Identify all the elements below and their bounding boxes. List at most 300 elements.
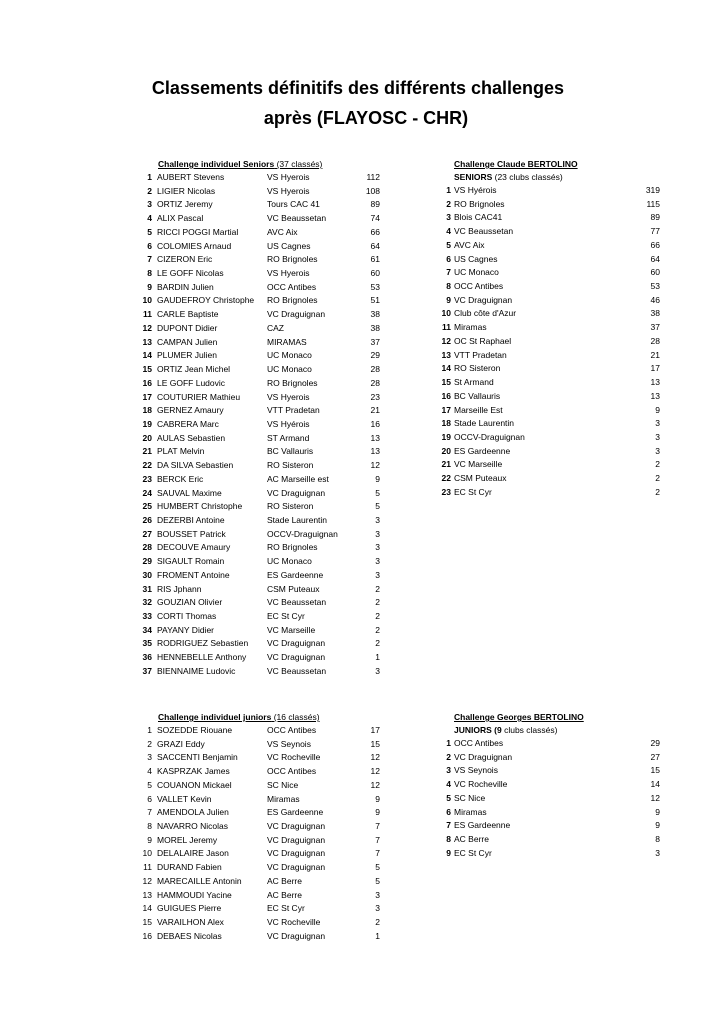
club-cell: OCC Antibes bbox=[454, 281, 504, 292]
points-cell: 13 bbox=[370, 432, 380, 443]
table-row bbox=[440, 737, 665, 751]
club-cell: VC Draguignan bbox=[267, 848, 326, 859]
table-row bbox=[130, 637, 390, 651]
rider-name-cell: MARECAILLE Antonin bbox=[157, 875, 242, 886]
rank-cell: 16 bbox=[441, 390, 451, 401]
table-row bbox=[130, 336, 390, 350]
points-cell: 3 bbox=[375, 903, 380, 914]
rank-cell: 4 bbox=[147, 766, 152, 777]
rank-cell: 8 bbox=[446, 281, 451, 292]
club-cell: ES Gardeenne bbox=[454, 820, 511, 831]
points-cell: 9 bbox=[375, 807, 380, 818]
points-cell: 15 bbox=[370, 738, 380, 749]
points-cell: 3 bbox=[375, 556, 380, 567]
club-cell: AVC Aix bbox=[454, 239, 485, 250]
rank-cell: 24 bbox=[142, 487, 152, 498]
club-cell: AVC Aix bbox=[267, 226, 298, 237]
rank-cell: 15 bbox=[142, 364, 152, 375]
rank-cell: 5 bbox=[446, 792, 451, 803]
club-cell: VC Beaussetan bbox=[454, 226, 514, 237]
points-cell: 12 bbox=[370, 779, 380, 790]
table-row bbox=[440, 458, 665, 472]
rider-name-cell: RODRIGUEZ Sebastien bbox=[157, 638, 249, 649]
points-cell: 12 bbox=[650, 792, 660, 803]
points-cell: 5 bbox=[375, 875, 380, 886]
points-cell: 115 bbox=[646, 198, 660, 209]
table-row bbox=[440, 239, 665, 253]
points-cell: 9 bbox=[375, 473, 380, 484]
rank-cell: 5 bbox=[147, 779, 152, 790]
table-row bbox=[440, 376, 665, 390]
points-cell: 66 bbox=[650, 239, 660, 250]
rider-name-cell: GAUDEFROY Christophe bbox=[157, 295, 255, 306]
club-cell: VC Draguignan bbox=[267, 309, 326, 320]
club-cell: VS Seynois bbox=[454, 765, 498, 776]
points-cell: 66 bbox=[370, 226, 380, 237]
rider-name-cell: KASPRZAK James bbox=[157, 766, 230, 777]
georges-bertolino-subheader: JUNIORS (9 clubs classés) bbox=[454, 725, 558, 735]
table-row bbox=[130, 596, 390, 610]
points-cell: 2 bbox=[375, 917, 380, 928]
rank-cell: 17 bbox=[142, 391, 152, 402]
points-cell: 5 bbox=[375, 862, 380, 873]
table-row bbox=[440, 472, 665, 486]
table-row bbox=[130, 445, 390, 459]
table-row bbox=[130, 902, 390, 916]
rider-name-cell: COUANON Mickael bbox=[157, 779, 232, 790]
table-row bbox=[440, 335, 665, 349]
table-row bbox=[130, 322, 390, 336]
rider-name-cell: CORTI Thomas bbox=[157, 611, 217, 621]
rank-cell: 22 bbox=[142, 460, 152, 471]
rank-cell: 18 bbox=[441, 418, 451, 429]
club-cell: Stade Laurentin bbox=[454, 418, 515, 429]
rank-cell: 11 bbox=[442, 322, 451, 333]
club-cell: VC Draguignan bbox=[267, 834, 326, 845]
club-cell: VC Draguignan bbox=[267, 652, 326, 663]
rider-name-cell: AULAS Sebastien bbox=[157, 432, 226, 443]
table-row bbox=[440, 225, 665, 239]
club-cell: Marseille Est bbox=[454, 404, 503, 415]
club-cell: OCC Antibes bbox=[267, 281, 317, 292]
points-cell: 7 bbox=[375, 821, 380, 832]
rank-cell: 16 bbox=[142, 377, 152, 388]
club-cell: Stade Laurentin bbox=[267, 514, 328, 525]
club-cell: RO Sisteron bbox=[267, 501, 314, 512]
club-cell: ES Gardeenne bbox=[267, 569, 324, 580]
rider-name-cell: BIENNAIME Ludovic bbox=[157, 665, 236, 676]
rank-cell: 4 bbox=[446, 779, 451, 790]
table-row bbox=[130, 751, 390, 765]
points-cell: 60 bbox=[650, 267, 660, 278]
rider-name-cell: ORTIZ Jean Michel bbox=[157, 364, 231, 375]
rider-name-cell: GERNEZ Amaury bbox=[157, 405, 224, 416]
rider-name-cell: LE GOFF Nicolas bbox=[157, 268, 224, 279]
points-cell: 38 bbox=[370, 322, 380, 333]
club-cell: VC Beaussetan bbox=[267, 213, 327, 224]
points-cell: 319 bbox=[645, 185, 660, 195]
club-cell: UC Monaco bbox=[267, 556, 312, 567]
points-cell: 60 bbox=[370, 268, 380, 279]
rank-cell: 7 bbox=[147, 807, 152, 818]
rider-name-cell: PAYANY Didier bbox=[157, 624, 215, 635]
rank-cell: 3 bbox=[446, 212, 451, 223]
table-row bbox=[130, 459, 390, 473]
rider-name-cell: BARDIN Julien bbox=[157, 281, 214, 292]
claude-bertolino-table bbox=[440, 184, 665, 500]
points-cell: 9 bbox=[655, 820, 660, 831]
club-cell: EC St Cyr bbox=[454, 486, 492, 497]
points-cell: 3 bbox=[375, 542, 380, 553]
seniors-individual-header: Challenge individuel Seniors (37 classés) bbox=[158, 159, 323, 169]
points-cell: 51 bbox=[370, 295, 380, 306]
points-cell: 3 bbox=[655, 847, 660, 858]
rank-cell: 32 bbox=[142, 597, 152, 608]
points-cell: 8 bbox=[655, 834, 660, 845]
points-cell: 37 bbox=[370, 336, 380, 347]
rider-name-cell: ALIX Pascal bbox=[157, 213, 204, 224]
rider-name-cell: SIGAULT Romain bbox=[157, 556, 225, 567]
table-row bbox=[130, 834, 390, 848]
table-row bbox=[130, 847, 390, 861]
points-cell: 21 bbox=[370, 405, 380, 416]
rider-name-cell: COUTURIER Mathieu bbox=[157, 391, 241, 402]
rank-cell: 6 bbox=[147, 240, 152, 251]
club-cell: VC Draguignan bbox=[267, 862, 326, 873]
points-cell: 64 bbox=[370, 240, 380, 251]
club-cell: RO Brignoles bbox=[267, 254, 318, 265]
georges-bertolino-header: Challenge Georges BERTOLINO bbox=[454, 712, 584, 722]
table-row bbox=[130, 889, 390, 903]
table-row bbox=[130, 765, 390, 779]
rank-cell: 13 bbox=[142, 889, 152, 900]
rank-cell: 1 bbox=[446, 185, 451, 195]
rank-cell: 34 bbox=[142, 624, 152, 635]
table-row bbox=[130, 473, 390, 487]
club-cell: OCC Antibes bbox=[454, 738, 504, 748]
rank-cell: 2 bbox=[446, 751, 451, 762]
rider-name-cell: DEBAES Nicolas bbox=[157, 930, 222, 941]
points-cell: 53 bbox=[370, 281, 380, 292]
table-row bbox=[440, 792, 665, 806]
rider-name-cell: DA SILVA Sebastien bbox=[157, 460, 234, 471]
points-cell: 29 bbox=[650, 738, 660, 748]
club-cell: VC Beaussetan bbox=[267, 597, 327, 608]
rank-cell: 36 bbox=[142, 652, 152, 663]
rank-cell: 20 bbox=[441, 445, 451, 456]
points-cell: 5 bbox=[375, 487, 380, 498]
rider-name-cell: SACCENTI Benjamin bbox=[157, 752, 238, 763]
points-cell: 38 bbox=[650, 308, 660, 319]
club-cell: VC Marseille bbox=[454, 459, 503, 470]
club-cell: RO Brignoles bbox=[267, 542, 318, 553]
club-cell: VS Hyérois bbox=[454, 185, 497, 195]
rank-cell: 1 bbox=[446, 738, 451, 748]
rank-cell: 8 bbox=[147, 268, 152, 279]
seniors-individual-table bbox=[130, 171, 390, 679]
club-cell: UC Monaco bbox=[267, 364, 312, 375]
rank-cell: 14 bbox=[142, 350, 152, 361]
table-row bbox=[440, 307, 665, 321]
points-cell: 12 bbox=[370, 460, 380, 471]
table-row bbox=[130, 514, 390, 528]
table-row bbox=[440, 417, 665, 431]
club-cell: VS Seynois bbox=[267, 738, 311, 749]
club-cell: EC St Cyr bbox=[267, 611, 305, 621]
club-cell: VC Marseille bbox=[267, 624, 316, 635]
table-row bbox=[130, 363, 390, 377]
table-row bbox=[130, 377, 390, 391]
points-cell: 12 bbox=[370, 752, 380, 763]
club-cell: St Armand bbox=[454, 377, 494, 388]
club-cell: ST Armand bbox=[267, 432, 310, 443]
rider-name-cell: DURAND Fabien bbox=[157, 862, 222, 873]
club-cell: ES Gardeenne bbox=[454, 445, 511, 456]
club-cell: OCCV-Draguignan bbox=[267, 528, 338, 539]
table-row bbox=[440, 321, 665, 335]
points-cell: 108 bbox=[365, 185, 380, 196]
rank-cell: 29 bbox=[142, 556, 152, 567]
table-row bbox=[440, 280, 665, 294]
rider-name-cell: MOREL Jeremy bbox=[157, 834, 218, 845]
club-cell: AC Berre bbox=[267, 889, 302, 900]
club-cell: EC St Cyr bbox=[267, 903, 305, 914]
table-row bbox=[130, 806, 390, 820]
club-cell: VC Rocheville bbox=[267, 752, 321, 763]
points-cell: 2 bbox=[655, 459, 660, 470]
points-cell: 27 bbox=[650, 751, 660, 762]
table-row bbox=[130, 555, 390, 569]
rider-name-cell: LIGIER Nicolas bbox=[157, 185, 216, 196]
claude-bertolino-subheader: SENIORS (23 clubs classés) bbox=[454, 172, 563, 182]
rank-cell: 7 bbox=[446, 267, 451, 278]
rider-name-cell: DEZERBI Antoine bbox=[157, 514, 225, 525]
rank-cell: 8 bbox=[446, 834, 451, 845]
points-cell: 89 bbox=[650, 212, 660, 223]
page-title: Classements définitifs des différents challenges bbox=[151, 78, 565, 98]
club-cell: Miramas bbox=[454, 322, 487, 333]
club-cell: RO Brignoles bbox=[454, 198, 505, 209]
club-cell: OC St Raphael bbox=[454, 335, 512, 346]
rank-cell: 2 bbox=[147, 738, 152, 749]
rank-cell: 37 bbox=[142, 665, 152, 676]
club-cell: VS Hyerois bbox=[267, 172, 310, 182]
rider-name-cell: SAUVAL Maxime bbox=[157, 487, 222, 498]
club-cell: CSM Puteaux bbox=[267, 583, 320, 594]
table-row bbox=[130, 198, 390, 212]
points-cell: 9 bbox=[375, 793, 380, 804]
club-cell: UC Monaco bbox=[267, 350, 312, 361]
rank-cell: 35 bbox=[142, 638, 152, 649]
club-cell: AC Berre bbox=[267, 875, 302, 886]
rank-cell: 5 bbox=[147, 226, 152, 237]
club-cell: Club côte d'Azur bbox=[454, 308, 517, 319]
table-row bbox=[130, 528, 390, 542]
rider-name-cell: HUMBERT Christophe bbox=[157, 501, 243, 512]
table-row bbox=[130, 779, 390, 793]
rank-cell: 10 bbox=[441, 308, 451, 319]
points-cell: 2 bbox=[375, 624, 380, 635]
points-cell: 112 bbox=[366, 172, 380, 182]
club-cell: VS Hyerois bbox=[267, 391, 310, 402]
table-row bbox=[130, 349, 390, 363]
rank-cell: 6 bbox=[446, 253, 451, 264]
rider-name-cell: GOUZIAN Olivier bbox=[157, 597, 223, 608]
points-cell: 15 bbox=[650, 765, 660, 776]
rank-cell: 30 bbox=[142, 569, 152, 580]
club-cell: VC Rocheville bbox=[267, 917, 321, 928]
club-cell: VC Draguignan bbox=[267, 930, 326, 941]
points-cell: 5 bbox=[375, 501, 380, 512]
club-cell: Miramas bbox=[267, 793, 300, 804]
club-cell: BC Vallauris bbox=[267, 446, 314, 457]
points-cell: 61 bbox=[370, 254, 380, 265]
rider-name-cell: BOUSSET Patrick bbox=[157, 528, 226, 539]
rider-name-cell: AMENDOLA Julien bbox=[157, 807, 229, 818]
points-cell: 3 bbox=[375, 665, 380, 676]
rank-cell: 18 bbox=[142, 405, 152, 416]
club-cell: Blois CAC41 bbox=[454, 212, 503, 223]
table-row bbox=[130, 487, 390, 501]
table-row bbox=[440, 764, 665, 778]
table-row bbox=[440, 294, 665, 308]
points-cell: 1 bbox=[375, 930, 380, 941]
rider-name-cell: GUIGUES Pierre bbox=[157, 903, 222, 914]
rider-name-cell: PLUMER Julien bbox=[157, 350, 217, 361]
rank-cell: 3 bbox=[446, 765, 451, 776]
club-cell: SC Nice bbox=[454, 792, 486, 803]
points-cell: 16 bbox=[370, 418, 380, 429]
rank-cell: 3 bbox=[147, 199, 152, 210]
club-cell: VS Hyerois bbox=[267, 185, 310, 196]
rider-name-cell: HENNEBELLE Anthony bbox=[157, 652, 247, 663]
points-cell: 64 bbox=[650, 253, 660, 264]
club-cell: VS Hyérois bbox=[267, 418, 310, 429]
rank-cell: 12 bbox=[142, 875, 152, 886]
club-cell: OCC Antibes bbox=[267, 725, 317, 735]
club-cell: Miramas bbox=[454, 806, 487, 817]
rank-cell: 3 bbox=[147, 752, 152, 763]
rank-cell: 14 bbox=[441, 363, 451, 374]
georges-bertolino-table bbox=[440, 737, 665, 860]
rank-cell: 16 bbox=[142, 930, 152, 941]
table-row bbox=[440, 211, 665, 225]
points-cell: 1 bbox=[375, 652, 380, 663]
rank-cell: 13 bbox=[441, 349, 451, 360]
points-cell: 12 bbox=[370, 766, 380, 777]
rider-name-cell: DUPONT Didier bbox=[157, 322, 218, 333]
rank-cell: 19 bbox=[441, 431, 451, 442]
table-row bbox=[130, 793, 390, 807]
points-cell: 7 bbox=[375, 848, 380, 859]
points-cell: 46 bbox=[650, 294, 660, 305]
georges-bertolino-section bbox=[440, 711, 665, 860]
points-cell: 3 bbox=[375, 528, 380, 539]
rider-name-cell: GRAZI Eddy bbox=[157, 738, 205, 749]
rank-cell: 5 bbox=[446, 239, 451, 250]
points-cell: 3 bbox=[375, 514, 380, 525]
rank-cell: 23 bbox=[142, 473, 152, 484]
rider-name-cell: RICCI POGGI Martial bbox=[157, 226, 239, 237]
claude-bertolino-header: Challenge Claude BERTOLINO bbox=[454, 159, 578, 169]
club-cell: CSM Puteaux bbox=[454, 473, 507, 484]
rank-cell: 12 bbox=[142, 322, 152, 333]
rank-cell: 21 bbox=[142, 446, 152, 457]
club-cell: US Cagnes bbox=[267, 240, 311, 251]
table-row bbox=[130, 308, 390, 322]
rank-cell: 15 bbox=[441, 377, 451, 388]
rank-cell: 4 bbox=[446, 226, 451, 237]
rank-cell: 22 bbox=[441, 473, 451, 484]
rank-cell: 13 bbox=[142, 336, 152, 347]
points-cell: 17 bbox=[650, 363, 660, 374]
table-row bbox=[440, 349, 665, 363]
club-cell: OCC Antibes bbox=[267, 766, 317, 777]
rank-cell: 2 bbox=[147, 185, 152, 196]
juniors-individual-section bbox=[130, 711, 390, 944]
club-cell: OCCV-Draguignan bbox=[454, 431, 525, 442]
table-row bbox=[440, 198, 665, 212]
table-row bbox=[130, 916, 390, 930]
table-row bbox=[130, 391, 390, 405]
club-cell: VC Draguignan bbox=[267, 638, 326, 649]
club-cell: MIRAMAS bbox=[267, 336, 307, 347]
rank-cell: 1 bbox=[147, 172, 152, 182]
rank-cell: 11 bbox=[143, 309, 152, 320]
table-row bbox=[440, 390, 665, 404]
table-row bbox=[130, 861, 390, 875]
club-cell: BC Vallauris bbox=[454, 390, 501, 401]
club-cell: RO Sisteron bbox=[267, 460, 314, 471]
rank-cell: 19 bbox=[142, 418, 152, 429]
points-cell: 2 bbox=[375, 583, 380, 594]
table-row bbox=[440, 445, 665, 459]
club-cell: VC Draguignan bbox=[454, 751, 513, 762]
club-cell: CAZ bbox=[267, 322, 284, 333]
table-row bbox=[130, 738, 390, 752]
club-cell: UC Monaco bbox=[454, 267, 499, 278]
club-cell: AC Marseille est bbox=[267, 473, 329, 484]
club-cell: VC Draguignan bbox=[267, 821, 326, 832]
club-cell: SC Nice bbox=[267, 779, 299, 790]
club-cell: VC Rocheville bbox=[454, 779, 508, 790]
juniors-individual-header: Challenge individuel juniors (16 classés) bbox=[158, 712, 320, 722]
table-row bbox=[440, 778, 665, 792]
table-row bbox=[130, 212, 390, 226]
rider-name-cell: VARAILHON Alex bbox=[157, 917, 224, 928]
club-cell: VS Hyerois bbox=[267, 268, 310, 279]
rider-name-cell: HAMMOUDI Yacine bbox=[157, 889, 232, 900]
points-cell: 13 bbox=[650, 377, 660, 388]
table-row bbox=[440, 404, 665, 418]
rider-name-cell: AUBERT Stevens bbox=[157, 172, 225, 182]
points-cell: 2 bbox=[655, 473, 660, 484]
rank-cell: 8 bbox=[147, 821, 152, 832]
club-cell: VC Draguignan bbox=[267, 487, 326, 498]
club-cell: EC St Cyr bbox=[454, 847, 492, 858]
table-row bbox=[440, 847, 665, 861]
table-row bbox=[440, 431, 665, 445]
rider-name-cell: RIS Jphann bbox=[157, 583, 202, 594]
club-cell: Tours CAC 41 bbox=[267, 199, 320, 210]
club-cell: VC Beaussetan bbox=[267, 665, 327, 676]
points-cell: 9 bbox=[655, 806, 660, 817]
rider-name-cell: VALLET Kevin bbox=[157, 793, 212, 804]
points-cell: 14 bbox=[650, 779, 660, 790]
table-row bbox=[130, 820, 390, 834]
table-row bbox=[130, 875, 390, 889]
club-cell: RO Brignoles bbox=[267, 377, 318, 388]
